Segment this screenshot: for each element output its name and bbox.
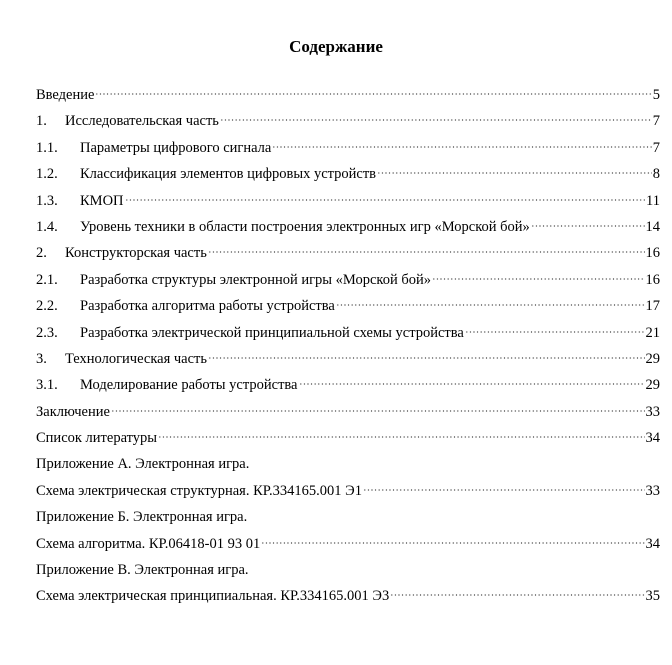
- toc-leader-dots: [377, 172, 652, 174]
- toc-entry-section: [36, 240, 660, 266]
- toc-entry-subsection: [36, 214, 660, 240]
- toc-entry-number: 1.: [36, 113, 47, 130]
- toc-leader-dots: [220, 119, 652, 121]
- toc-entry-page: 11: [646, 192, 660, 209]
- toc-entry-title: Схема алгоритма. КР.06418-01 93 01: [36, 535, 261, 552]
- toc-entry-page: 33: [645, 403, 660, 420]
- appendix-heading: Приложение В. Электронная игра.: [36, 562, 249, 579]
- toc-entry-page: 34: [645, 430, 660, 447]
- toc-entry-subsection: [36, 188, 660, 214]
- toc-entry-subsection: [36, 293, 660, 319]
- appendix-heading: Приложение Б. Электронная игра.: [36, 509, 248, 526]
- toc-entry-appendix: [36, 531, 660, 557]
- toc-entry-title: КМОП: [80, 192, 124, 209]
- toc-entry-conclusion: [36, 399, 660, 425]
- toc-entry-page: 35: [645, 588, 660, 605]
- toc-entry-title: Исследовательская часть: [65, 113, 219, 130]
- toc-entry-title: Технологическая часть: [65, 350, 208, 367]
- table-of-contents: [36, 82, 660, 610]
- toc-entry-number: 2.: [36, 245, 47, 262]
- toc-entry-appendix: [36, 478, 660, 504]
- toc-entry-number: 1.4.: [36, 218, 58, 235]
- toc-leader-dots: [95, 93, 651, 95]
- toc-entry-page: 16: [645, 245, 660, 262]
- toc-leader-dots: [208, 251, 645, 253]
- toc-leader-dots: [465, 331, 645, 333]
- toc-entry-page: 29: [645, 377, 660, 394]
- toc-entry-page: 7: [652, 113, 660, 130]
- toc-entry-page: 34: [645, 535, 660, 552]
- toc-leader-dots: [299, 383, 645, 385]
- toc-leader-dots: [531, 225, 645, 227]
- toc-entry-title: Моделирование работы устройства: [80, 377, 298, 394]
- toc-entry-title: Конструкторская часть: [65, 245, 207, 262]
- toc-entry-page: 8: [652, 166, 660, 183]
- toc-entry-page: 14: [645, 218, 660, 235]
- toc-entry-introduction: [36, 82, 660, 108]
- toc-leader-dots: [432, 278, 645, 280]
- toc-entry-subsection: [36, 372, 660, 398]
- toc-leader-dots: [336, 304, 645, 306]
- toc-entry-section: [36, 346, 660, 372]
- toc-entry-number: 2.3.: [36, 324, 58, 341]
- toc-entry-title: Введение: [36, 87, 95, 103]
- toc-entry-title: Разработка структуры электронной игры «Морской бой»: [80, 271, 431, 288]
- toc-leader-dots: [272, 146, 651, 148]
- toc-entry-page: 17: [645, 298, 660, 315]
- toc-entry-title: Уровень техники в области построения электронных игр «Морской бой»: [80, 218, 530, 235]
- toc-entry-number: 2.1.: [36, 271, 58, 288]
- appendix-heading: Приложение А. Электронная игра.: [36, 456, 250, 473]
- toc-leader-dots: [158, 436, 644, 438]
- toc-entry-number: 1.2.: [36, 166, 58, 183]
- toc-entry-page: 21: [645, 324, 660, 341]
- toc-leader-dots: [363, 489, 645, 491]
- toc-entry-page: 16: [645, 271, 660, 288]
- toc-leader-dots: [208, 357, 644, 359]
- toc-entry-title: Схема электрическая структурная. КР.334165.001 Э1: [36, 482, 362, 499]
- toc-entry-page: 33: [645, 482, 660, 499]
- toc-entry-title: Параметры цифрового сигнала: [80, 139, 272, 156]
- toc-entry-title: Классификация элементов цифровых устройств: [80, 166, 377, 183]
- toc-leader-dots: [125, 199, 646, 201]
- toc-leader-dots: [261, 542, 644, 544]
- toc-entry-subsection: [36, 320, 660, 346]
- toc-leader-dots: [390, 594, 644, 596]
- toc-entry-number: 1.1.: [36, 139, 58, 156]
- toc-entry-section: [36, 108, 660, 134]
- toc-entry-page: 29: [645, 350, 660, 367]
- toc-entry-number: 3.: [36, 350, 47, 367]
- toc-entry-title: Заключение: [36, 403, 110, 420]
- toc-entry-title: Список литературы: [36, 430, 158, 447]
- toc-entry-title: Разработка алгоритма работы устройства: [80, 298, 335, 315]
- toc-entry-page: 5: [652, 87, 660, 103]
- page-title: Содержание: [289, 37, 383, 56]
- toc-entry-number: 3.1.: [36, 377, 58, 394]
- toc-entry-number: 1.3.: [36, 192, 58, 209]
- toc-entry-title: Разработка электрической принципиальной схемы устройства: [80, 324, 464, 341]
- toc-entry-bibliography: [36, 425, 660, 451]
- toc-entry-appendix: [36, 583, 660, 609]
- toc-entry-subsection: [36, 161, 660, 187]
- toc-entry-subsection: [36, 267, 660, 293]
- toc-entry-number: 2.2.: [36, 298, 58, 315]
- toc-entry-page: 7: [652, 139, 660, 156]
- toc-entry-title: Схема электрическая принципиальная. КР.334165.001 Э3: [36, 588, 390, 605]
- toc-leader-dots: [111, 410, 645, 412]
- toc-entry-subsection: [36, 135, 660, 161]
